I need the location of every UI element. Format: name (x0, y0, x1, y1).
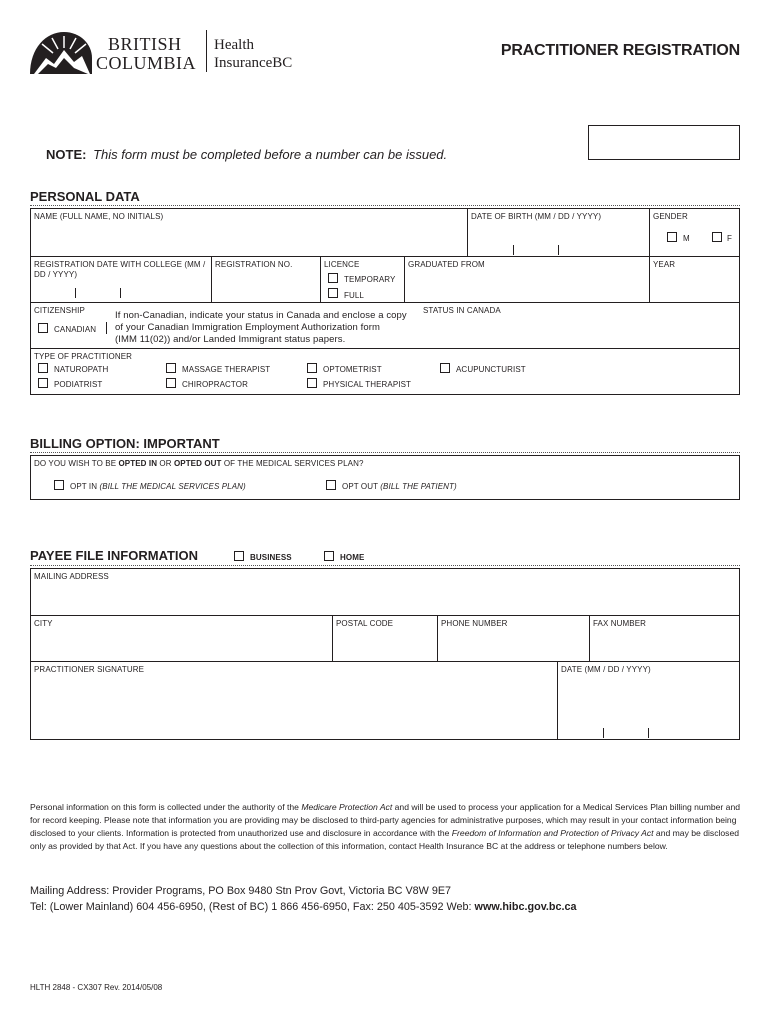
business-label: BUSINESS (250, 553, 292, 562)
divider (30, 661, 740, 662)
bc-sun-mountain-icon (28, 28, 94, 76)
opt-out-label (342, 482, 457, 492)
citizenship-label: CITIZENSHIP (34, 306, 85, 315)
name-field[interactable] (31, 222, 466, 254)
logo-divider (206, 30, 207, 72)
regno-label: REGISTRATION NO. (215, 260, 293, 269)
bc-wordmark-line2: COLUMBIA (96, 53, 197, 73)
tick (75, 288, 76, 298)
billing-heading: BILLING OPTION: IMPORTANT (30, 436, 220, 451)
fax-number-label: FAX NUMBER (593, 619, 647, 628)
divider (30, 302, 740, 303)
privacy-act-1: Medicare Protection Act (301, 802, 393, 812)
billing-question-out: OPTED OUT (173, 459, 222, 468)
billing-question-or: OR (157, 459, 174, 468)
contact-tel-text: Tel: (Lower Mainland) 604 456-6950, (Rest of BC) 1 866 456-6950, Fax: 250 405-3592 Web: (30, 901, 475, 913)
name-label: NAME (FULL NAME, NO INITIALS) (34, 212, 164, 221)
acupuncturist-label: ACUPUNCTURIST (456, 365, 526, 374)
payee-heading-rule (30, 565, 740, 566)
signature-date-label: DATE (MM / DD / YYYY) (561, 665, 651, 674)
billing-heading-rule (30, 452, 740, 453)
status-label: STATUS IN CANADA (423, 306, 501, 315)
year-label: YEAR (653, 260, 676, 269)
contact-mailing: Mailing Address: Provider Programs, PO Box 9480 Stn Prov Govt, Victoria BC V8W 9E7 (30, 885, 452, 897)
massage-therapist-checkbox[interactable] (166, 363, 176, 373)
acupuncturist-checkbox[interactable] (440, 363, 450, 373)
chiropractor-label: CHIROPRACTOR (182, 380, 248, 389)
tick (558, 245, 559, 255)
massage-therapist-label: MASSAGE THERAPIST (182, 365, 271, 374)
note-label: NOTE: (46, 147, 87, 162)
noncanadian-note-1: If non-Canadian, indicate your status in Canada and enclose a copy (115, 310, 407, 321)
personal-data-heading: PERSONAL DATA (30, 189, 140, 204)
gender-f-label: F (727, 234, 732, 243)
licence-full-label: FULL (344, 291, 364, 300)
tick (513, 245, 514, 255)
divider (30, 615, 740, 616)
year-field[interactable] (650, 271, 739, 302)
licence-full-checkbox[interactable] (328, 288, 338, 298)
gender-label: GENDER (653, 212, 688, 221)
page-title: PRACTITIONER REGISTRATION (500, 42, 740, 59)
licence-label: LICENCE (324, 260, 360, 269)
fax-number-field[interactable] (590, 629, 739, 660)
graduated-label: GRADUATED FROM (408, 260, 485, 269)
billing-question (34, 459, 364, 469)
note (46, 147, 447, 162)
divider (106, 322, 107, 334)
podiatrist-label: PODIATRIST (54, 380, 103, 389)
bc-wordmark-line1: BRITISH (108, 34, 182, 54)
mailing-address-label: MAILING ADDRESS (34, 572, 109, 581)
city-field[interactable] (31, 629, 331, 660)
regdate-field[interactable] (31, 281, 211, 302)
phone-number-field[interactable] (438, 629, 588, 660)
phone-number-label: PHONE NUMBER (441, 619, 508, 628)
form-code: HLTH 2848 - CX307 Rev. 2014/05/08 (30, 983, 163, 992)
physical-therapist-checkbox[interactable] (307, 378, 317, 388)
opt-out-note: (BILL THE PATIENT) (380, 482, 457, 491)
signature-label: PRACTITIONER SIGNATURE (34, 665, 145, 674)
gender-f-checkbox[interactable] (712, 232, 722, 242)
canadian-label: CANADIAN (54, 325, 97, 334)
home-checkbox[interactable] (324, 551, 334, 561)
billing-question-in: OPTED IN (118, 459, 158, 468)
opt-in-note: (BILL THE MEDICAL SERVICES PLAN) (99, 482, 246, 491)
payee-heading: PAYEE FILE INFORMATION (30, 548, 199, 563)
regdate-label-2: DD / YYYY) (34, 270, 78, 279)
bc-logo (28, 28, 298, 78)
regno-field[interactable] (212, 271, 319, 302)
tick (603, 728, 604, 738)
gender-m-label: M (683, 234, 690, 243)
dob-label: DATE OF BIRTH (MM / DD / YYYY) (471, 212, 602, 221)
privacy-text-1: Personal information on this form is collected under the authority of the (30, 802, 302, 812)
opt-in-label (70, 482, 246, 492)
graduated-field[interactable] (405, 271, 648, 302)
noncanadian-note-3: (IMM 11(02)) and/or Landed Immigrant status papers. (115, 334, 346, 345)
hibc-wordmark-line2: InsuranceBC (214, 55, 293, 71)
mailing-address-field[interactable] (31, 582, 739, 614)
chiropractor-checkbox[interactable] (166, 378, 176, 388)
naturopath-checkbox[interactable] (38, 363, 48, 373)
note-text: This form must be completed before a number can be issued. (93, 147, 448, 162)
status-field[interactable] (420, 316, 738, 346)
signature-field[interactable] (31, 675, 556, 739)
optometrist-label: OPTOMETRIST (323, 365, 382, 374)
physical-therapist-label: PHYSICAL THERAPIST (323, 380, 412, 389)
opt-out-text: OPT OUT (342, 482, 378, 491)
naturopath-label: NATUROPATH (54, 365, 109, 374)
regdate-label-1: REGISTRATION DATE WITH COLLEGE (MM / (34, 260, 206, 269)
contact-web-link[interactable]: www.hibc.gov.bc.ca (474, 901, 577, 913)
home-label: HOME (340, 553, 365, 562)
billing-question-pre: DO YOU WISH TO BE (34, 459, 119, 468)
noncanadian-note-2: of your Canadian Immigration Employment Authorization form (115, 322, 381, 333)
privacy-text-2: and will be used to process your application for a Medical Services Plan billing number and for record keeping. Please note that information you are providing may be disclosed to third-party agencies for administrative purposes, which may result in your contact information being disclosed to your clients. Information is protected from unauthorized use and disclosure in accordance with the (30, 802, 741, 838)
divider (30, 256, 740, 257)
personal-heading-rule (30, 205, 740, 206)
contact-tel (30, 901, 577, 913)
opt-in-checkbox[interactable] (54, 480, 64, 490)
privacy-text-3: and may be disclosed only as provided by that Act. If you have any questions about the collection of this information, contact Health Insurance BC at the address or telephone numbers below. (30, 828, 740, 851)
optometrist-checkbox[interactable] (307, 363, 317, 373)
canadian-checkbox[interactable] (38, 323, 48, 333)
hibc-wordmark-line1: Health (214, 37, 254, 53)
opt-in-text: OPT IN (70, 482, 98, 491)
licence-temporary-label: TEMPORARY (344, 275, 396, 284)
type-label: TYPE OF PRACTITIONER (34, 352, 133, 361)
postal-code-field[interactable] (333, 629, 436, 660)
tick (648, 728, 649, 738)
podiatrist-checkbox[interactable] (38, 378, 48, 388)
privacy-act-2: Freedom of Information and Protection of Privacy Act (451, 828, 654, 838)
gender-m-checkbox[interactable] (667, 232, 677, 242)
billing-question-post: OF THE MEDICAL SERVICES PLAN? (221, 459, 364, 468)
divider (30, 348, 740, 349)
postal-code-label: POSTAL CODE (336, 619, 394, 628)
privacy-notice (30, 801, 740, 853)
divider (320, 256, 321, 303)
office-use-box[interactable] (588, 125, 740, 160)
city-label: CITY (34, 619, 53, 628)
business-checkbox[interactable] (234, 551, 244, 561)
tick (120, 288, 121, 298)
opt-out-checkbox[interactable] (326, 480, 336, 490)
licence-temporary-checkbox[interactable] (328, 273, 338, 283)
